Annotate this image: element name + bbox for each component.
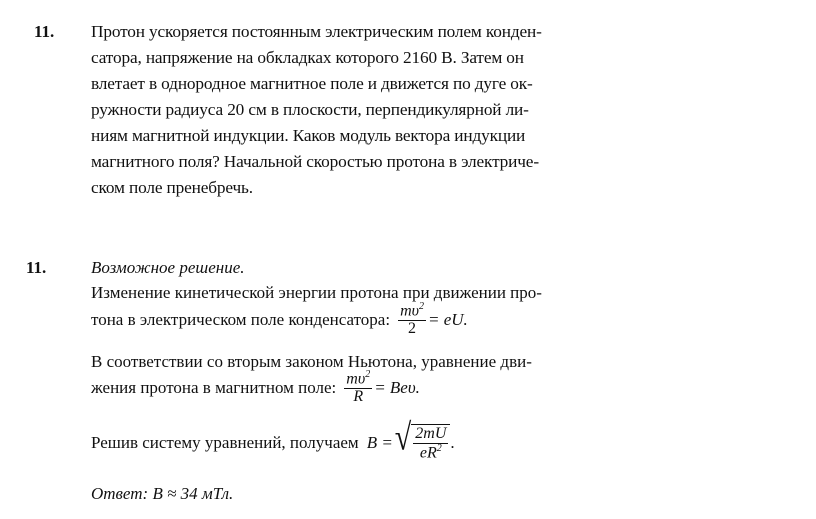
solution-line-2 [91,302,468,338]
task-line-5: ниям магнитной индукции. Каков модуль вектора индукции [91,126,526,145]
solution-line-5-text: Решив систему уравнений, получаем [91,432,359,452]
answer-line [91,484,233,504]
equation-newton-numerator: $m\upsilon^2$ [346,369,371,388]
task-line-4: ружности радиуса 20 см в плоскости, перпендикулярной ли- [91,100,529,119]
task-line-2: сатора, напряжение на обкладках которого 2160 В. Затем он [91,48,524,67]
equation-result-lhs: B = [366,432,393,452]
solution-heading: Возможное решение. [91,258,245,277]
equation-energy-numerator: $m\upsilon^2$ [400,301,424,320]
equation-energy-denominator: 2 [408,320,417,338]
equation-result-fraction [413,426,448,462]
task-line-6: магнитного поля? Начальной скоростью протона в электриче- [91,152,539,171]
solution-line-3: В соответствии со вторым законом Ньютона, уравнение дви- [91,352,532,371]
task-number: 11. [34,22,55,41]
equation-newton-denominator: R [353,388,364,406]
equation-energy-rhs: = eU. [427,309,468,329]
answer-label: Ответ: [91,484,149,503]
sqrt-sign: √ [394,416,412,459]
solution-line-5 [91,416,455,462]
solution-line-2-text: тона в электрическом поле конденсатора: [91,309,391,329]
equation-result-radicand [411,424,450,462]
equation-result-sqrt [394,416,451,462]
solution-line-1: Изменение кинетической энергии протона при движении про- [91,283,542,302]
equation-result-denominator: $eR^2$ [419,442,442,462]
equation-energy-fraction [398,302,426,338]
equation-result-numerator: 2mU [415,425,447,442]
task-line-1: Протон ускоряется постоянным электрическим полем конден- [91,22,542,41]
solution-number: 11. [26,258,47,277]
equation-newton-rhs: = Beυ. [374,377,420,397]
equation-newton-fraction [344,370,372,406]
solution-line-4 [91,370,420,406]
equation-result-tail: . [450,432,455,452]
solution-line-4-text: жения протона в магнитном поле: [91,377,337,397]
task-line-7: ском поле пренебречь. [91,178,253,197]
answer-value: B ≈ 34 мТл. [152,484,234,503]
task-line-3: влетает в однородное магнитное поле и движется по дуге ок- [91,74,533,93]
